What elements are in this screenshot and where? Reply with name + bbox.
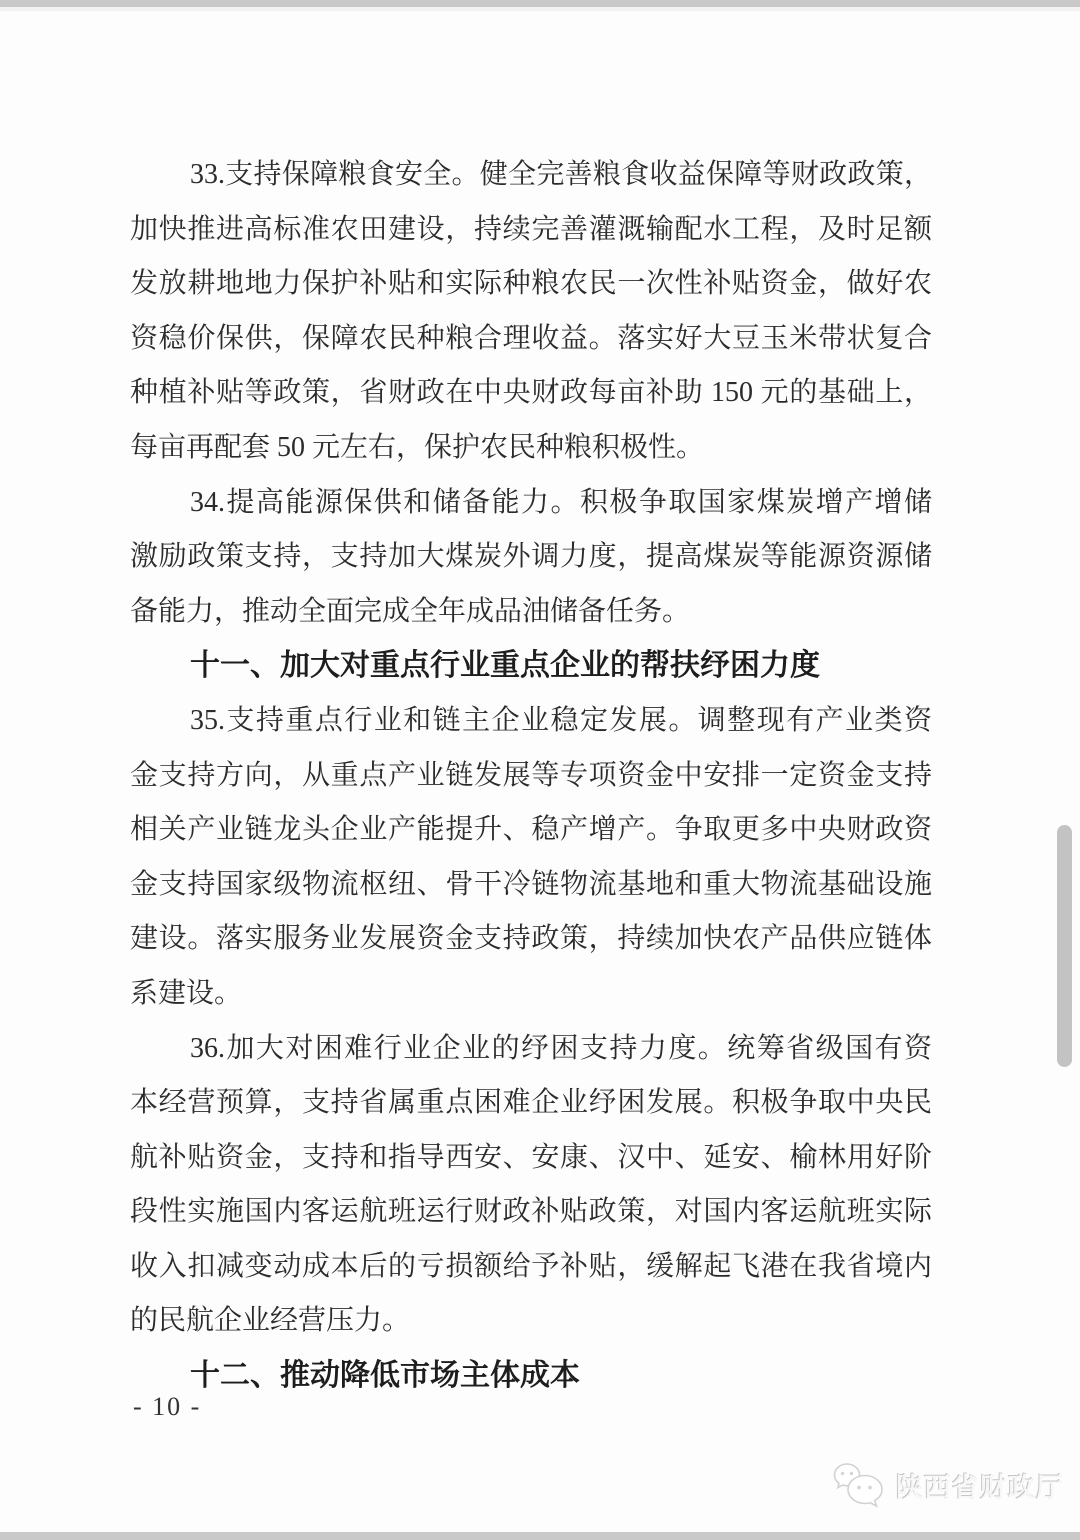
- bottom-border-bar: [0, 1532, 1080, 1540]
- paragraph-line: 航补贴资金，支持和指导西安、安康、汉中、延安、榆林用好阶: [130, 1141, 932, 1173]
- watermark: [832, 1462, 1064, 1508]
- document-page: [130, 148, 932, 1404]
- top-border-shade: [0, 7, 1080, 11]
- paragraph-line: 系建设。: [130, 977, 243, 1009]
- paragraph-line: 35.支持重点行业和链主企业稳定发展。调整现有产业类资: [190, 704, 932, 736]
- paragraph-line: 建设。落实服务业发展资金支持政策，持续加快农产品供应链体: [130, 923, 932, 955]
- section-heading: 十一、加大对重点行业重点企业的帮扶纾困力度: [190, 649, 820, 683]
- paragraph-line: 36.加大对困难行业企业的纾困支持力度。统筹省级国有资: [190, 1032, 932, 1064]
- paragraph-line: 34.提高能源保供和储备能力。积极争取国家煤炭增产增储: [190, 486, 932, 518]
- paragraph-line: 发放耕地地力保护补贴和实际种粮农民一次性补贴资金，做好农: [130, 268, 932, 300]
- watermark-text: 陕西省财政厅: [896, 1472, 1064, 1503]
- paragraph-line: 相关产业链龙头企业产能提升、稳产增产。争取更多中央财政资: [130, 814, 932, 846]
- paragraph-line: 段性实施国内客运航班运行财政补贴政策，对国内客运航班实际: [130, 1196, 932, 1228]
- paragraph-line: 加快推进高标准农田建设，持续完善灌溉输配水工程，及时足额: [130, 213, 932, 245]
- scrollbar-track[interactable]: [1058, 11, 1080, 1532]
- paragraph-line: 资稳价保供，保障农民种粮合理收益。落实好大豆玉米带状复合: [130, 322, 932, 354]
- paragraph-line: 金支持国家级物流枢纽、骨干冷链物流基地和重大物流基础设施: [130, 868, 932, 900]
- paragraph-line: 金支持方向，从重点产业链发展等专项资金中安排一定资金支持: [130, 759, 932, 791]
- paragraph-line: 33.支持保障粮食安全。健全完善粮食收益保障等财政政策，: [190, 159, 932, 190]
- section-heading: 十二、推动降低市场主体成本: [190, 1359, 580, 1393]
- paragraph-line: 种植补贴等政策，省财政在中央财政每亩补助 150 元的基础上，: [130, 377, 932, 409]
- scrollbar-thumb[interactable]: [1057, 825, 1072, 1067]
- paragraph-line: 的民航企业经营压力。: [130, 1305, 411, 1337]
- page-number: - 10 -: [133, 1392, 202, 1421]
- wechat-icon: [832, 1462, 886, 1508]
- paragraph-line: 备能力，推动全面完成全年成品油储备任务。: [130, 595, 691, 627]
- paragraph-line: 收入扣减变动成本后的亏损额给予补贴，缓解起飞港在我省境内: [130, 1250, 932, 1282]
- top-border-bar: [0, 0, 1080, 7]
- paragraph-line: 激励政策支持，支持加大煤炭外调力度，提高煤炭等能源资源储: [130, 541, 932, 573]
- paragraph-line: 每亩再配套 50 元左右，保护农民种粮积极性。: [130, 431, 705, 463]
- paragraph-line: 本经营预算，支持省属重点困难企业纾困发展。积极争取中央民: [130, 1087, 932, 1119]
